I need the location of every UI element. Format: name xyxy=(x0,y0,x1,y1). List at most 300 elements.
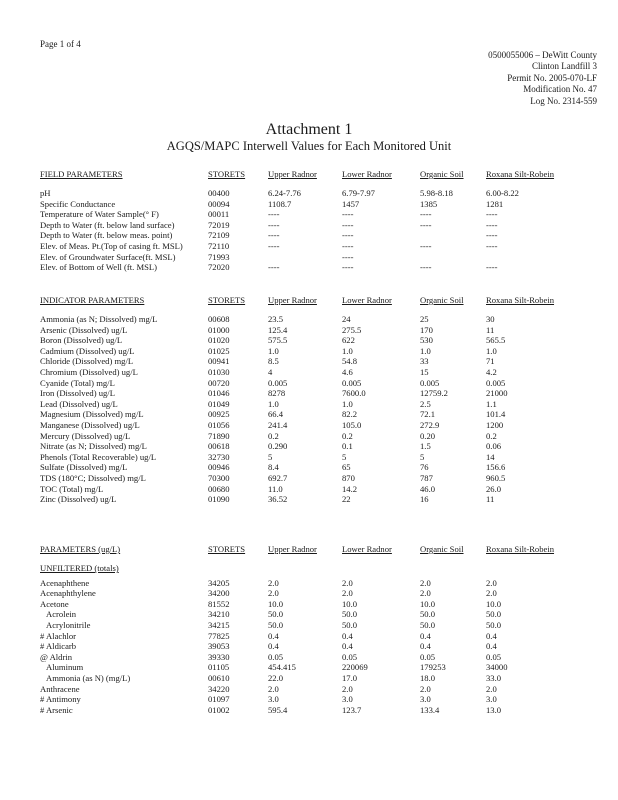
lower-radnor-value: ---- xyxy=(342,209,354,220)
lower-radnor-value: 622 xyxy=(342,335,355,346)
table-row xyxy=(40,378,610,389)
storet-code: 01049 xyxy=(208,398,230,409)
lower-radnor-value: 2.0 xyxy=(342,577,353,588)
upper-radnor-value: ---- xyxy=(268,262,280,273)
table-header-row xyxy=(40,168,610,180)
upper-radnor-value: 595.4 xyxy=(268,704,288,715)
upper-radnor-value: 2.0 xyxy=(268,683,279,694)
table-row xyxy=(40,684,610,695)
organic-soil-value: ---- xyxy=(420,240,432,251)
table-row xyxy=(40,409,610,420)
parameter-name: # Alachlor xyxy=(40,630,77,641)
storet-code: 01046 xyxy=(208,388,230,399)
storet-code: 71993 xyxy=(208,251,230,262)
parameter-name: Iron (Dissolved) ug/L xyxy=(40,388,115,399)
parameter-name: Acenaphthylene xyxy=(40,588,96,599)
parameter-name: Mercury (Dissolved) ug/L xyxy=(40,430,131,441)
storet-code: 34220 xyxy=(208,683,230,694)
table-row xyxy=(40,652,610,663)
lower-radnor-value: 5 xyxy=(342,451,347,462)
organic-soil-value: 12759.2 xyxy=(420,388,448,399)
roxana-silt-value: ---- xyxy=(486,209,498,220)
roxana-silt-value: 0.06 xyxy=(486,441,502,452)
organic-soil-value: 179253 xyxy=(420,662,446,673)
upper-radnor-value: 36.52 xyxy=(268,494,288,505)
parameter-name: Depth to Water (ft. below land surface) xyxy=(40,219,175,230)
parameters-table xyxy=(40,543,610,715)
organic-soil-value: 3.0 xyxy=(420,694,431,705)
parameter-name: Magnesium (Dissolved) mg/L xyxy=(40,409,144,420)
lower-radnor-value: 0.2 xyxy=(342,430,353,441)
roxana-silt-value: 1200 xyxy=(486,419,504,430)
roxana-silt-value: 14 xyxy=(486,451,495,462)
lower-radnor-value: 220069 xyxy=(342,662,368,673)
roxana-silt-value: 1.1 xyxy=(486,398,497,409)
table-row xyxy=(40,694,610,705)
storet-code: 39053 xyxy=(208,641,230,652)
organic-soil-value: 0.05 xyxy=(420,651,436,662)
storet-code: 00610 xyxy=(208,672,230,683)
table-row xyxy=(40,314,610,325)
lower-radnor-value: 870 xyxy=(342,472,355,483)
indicator-parameters-table xyxy=(40,294,610,505)
organic-soil-value: 272.9 xyxy=(420,419,440,430)
upper-radnor-value: ---- xyxy=(268,219,280,230)
upper-radnor-value: 2.0 xyxy=(268,577,279,588)
parameter-name: Aluminum xyxy=(46,662,84,673)
organic-soil-value: 530 xyxy=(420,335,433,346)
organic-soil-value: 33 xyxy=(420,356,429,367)
table-row xyxy=(40,388,610,399)
column-header: Upper Radnor xyxy=(268,544,317,554)
roxana-silt-value: 50.0 xyxy=(486,619,502,630)
storet-code: 01000 xyxy=(208,324,230,335)
parameter-name: Zinc (Dissolved) ug/L xyxy=(40,494,117,505)
storet-code: 39330 xyxy=(208,651,230,662)
table-row xyxy=(40,325,610,336)
parameter-name: Nitrate (as N; Dissolved) mg/L xyxy=(40,441,147,452)
roxana-silt-value: 34000 xyxy=(486,662,508,673)
parameter-name: Specific Conductance xyxy=(40,198,116,209)
parameter-name: Ammonia (as N) (mg/L) xyxy=(46,672,131,683)
lower-radnor-value: 0.4 xyxy=(342,630,353,641)
roxana-silt-value: ---- xyxy=(486,262,498,273)
parameter-name: Ammonia (as N; Dissolved) mg/L xyxy=(40,314,158,324)
column-header: Organic Soil xyxy=(420,169,464,179)
parameter-name: Manganese (Dissolved) ug/L xyxy=(40,419,140,430)
column-header: Lower Radnor xyxy=(342,169,392,179)
roxana-silt-value: 11 xyxy=(486,324,495,335)
table-row xyxy=(40,230,610,241)
organic-soil-value: 25 xyxy=(420,314,429,324)
parameter-name: # Antimony xyxy=(40,694,81,705)
storet-code: 72109 xyxy=(208,230,230,241)
storet-code: 32730 xyxy=(208,451,230,462)
upper-radnor-value: 692.7 xyxy=(268,472,288,483)
lower-radnor-value: ---- xyxy=(342,240,354,251)
roxana-silt-value: 21000 xyxy=(486,388,508,399)
parameter-name: Elev. of Meas. Pt.(Top of casing ft. MSL) xyxy=(40,240,183,251)
storet-code: 01056 xyxy=(208,419,230,430)
parameter-name: # Aldicarb xyxy=(40,641,77,652)
organic-soil-value: 2.5 xyxy=(420,398,431,409)
storet-code: 34210 xyxy=(208,609,230,620)
upper-radnor-value: 23.5 xyxy=(268,314,284,324)
upper-radnor-value: ---- xyxy=(268,240,280,251)
roxana-silt-value: 1281 xyxy=(486,198,504,209)
organic-soil-value: ---- xyxy=(420,262,432,273)
lower-radnor-value: 4.6 xyxy=(342,366,353,377)
lower-radnor-value: ---- xyxy=(342,251,354,262)
table-row xyxy=(40,367,610,378)
roxana-silt-value: 0.05 xyxy=(486,651,502,662)
roxana-silt-value: 13.0 xyxy=(486,704,502,715)
upper-radnor-value: 454.415 xyxy=(268,662,296,673)
table-row xyxy=(40,705,610,716)
table-row xyxy=(40,262,610,273)
upper-radnor-value: ---- xyxy=(268,230,280,241)
parameter-name: TDS (180°C; Dissolved) mg/L xyxy=(40,472,146,483)
header-line: Clinton Landfill 3 xyxy=(532,61,597,72)
table-row xyxy=(40,241,610,252)
column-header: Organic Soil xyxy=(420,544,464,554)
lower-radnor-value: 0.05 xyxy=(342,651,358,662)
storet-code: 72020 xyxy=(208,262,230,273)
roxana-silt-value: 0.2 xyxy=(486,430,497,441)
lower-radnor-value: 65 xyxy=(342,462,351,473)
organic-soil-value: 0.005 xyxy=(420,377,440,388)
lower-radnor-value: 0.005 xyxy=(342,377,362,388)
parameter-name: Chromium (Dissolved) ug/L xyxy=(40,366,138,377)
table-row xyxy=(40,462,610,473)
roxana-silt-value: 101.4 xyxy=(486,409,506,420)
lower-radnor-value: 275.5 xyxy=(342,324,362,335)
storet-code: 00618 xyxy=(208,441,230,452)
upper-radnor-value: 241.4 xyxy=(268,419,288,430)
parameter-name: Depth to Water (ft. below meas. point) xyxy=(40,230,173,241)
table-row xyxy=(40,452,610,463)
storet-code: 00720 xyxy=(208,377,230,388)
storet-code: 00941 xyxy=(208,356,230,367)
storet-code: 01097 xyxy=(208,694,230,705)
storet-code: 34205 xyxy=(208,577,230,588)
upper-radnor-value: 4 xyxy=(268,366,273,377)
upper-radnor-value: 3.0 xyxy=(268,694,279,705)
roxana-silt-value: 2.0 xyxy=(486,577,497,588)
parameter-name: Elev. of Groundwater Surface(ft. MSL) xyxy=(40,251,176,262)
upper-radnor-value: 0.005 xyxy=(268,377,288,388)
lower-radnor-value: 10.0 xyxy=(342,598,358,609)
storet-code: 00400 xyxy=(208,188,230,198)
storet-code: 00608 xyxy=(208,314,230,324)
storet-code: 71890 xyxy=(208,430,230,441)
parameter-name: Acrylonitrile xyxy=(46,619,91,630)
upper-radnor-value: 22.0 xyxy=(268,672,284,683)
table-header-row xyxy=(40,543,610,555)
lower-radnor-value: 1457 xyxy=(342,198,360,209)
lower-radnor-value: ---- xyxy=(342,262,354,273)
storet-code: 00946 xyxy=(208,462,230,473)
roxana-silt-value: 2.0 xyxy=(486,588,497,599)
upper-radnor-value: 1.0 xyxy=(268,398,279,409)
storet-code: 00011 xyxy=(208,209,230,220)
table-row xyxy=(40,662,610,673)
parameter-name: Boron (Dissolved) ug/L xyxy=(40,335,123,346)
lower-radnor-value: 105.0 xyxy=(342,419,362,430)
organic-soil-value: 16 xyxy=(420,494,429,505)
roxana-silt-value: 2.0 xyxy=(486,683,497,694)
table-row xyxy=(40,420,610,431)
column-header: Organic Soil xyxy=(420,295,464,305)
organic-soil-value: 50.0 xyxy=(420,609,436,620)
roxana-silt-value: 6.00-8.22 xyxy=(486,188,519,198)
organic-soil-value: 1385 xyxy=(420,198,438,209)
table-row xyxy=(40,220,610,231)
storet-code: 01002 xyxy=(208,704,230,715)
column-header: Roxana Silt-Robein xyxy=(486,544,555,554)
upper-radnor-value: 0.2 xyxy=(268,430,279,441)
roxana-silt-value: ---- xyxy=(486,240,498,251)
lower-radnor-value: 7600.0 xyxy=(342,388,366,399)
parameter-name: Lead (Dissolved) ug/L xyxy=(40,398,118,409)
table-row xyxy=(40,473,610,484)
roxana-silt-value: 71 xyxy=(486,356,495,367)
roxana-silt-value: 0.4 xyxy=(486,641,497,652)
storet-code: 01020 xyxy=(208,335,230,346)
table-row xyxy=(40,441,610,452)
lower-radnor-value: 123.7 xyxy=(342,704,362,715)
organic-soil-value: 2.0 xyxy=(420,683,431,694)
lower-radnor-value: 1.0 xyxy=(342,398,353,409)
table-row xyxy=(40,588,610,599)
subsection-label: UNFILTERED (totals) xyxy=(40,563,119,573)
column-header: Upper Radnor xyxy=(268,295,317,305)
organic-soil-value: 1.5 xyxy=(420,441,431,452)
table-row xyxy=(40,599,610,610)
parameter-name: Cadmium (Dissolved) ug/L xyxy=(40,345,135,356)
column-header: Lower Radnor xyxy=(342,295,392,305)
column-header: STORETS xyxy=(208,169,246,179)
parameter-name: TOC (Total) mg/L xyxy=(40,483,104,494)
column-header: Upper Radnor xyxy=(268,169,317,179)
organic-soil-value: 18.0 xyxy=(420,672,436,683)
table-row xyxy=(40,673,610,684)
storet-code: 00094 xyxy=(208,198,230,209)
column-header: STORETS xyxy=(208,295,246,305)
upper-radnor-value: 5 xyxy=(268,451,273,462)
upper-radnor-value: 11.0 xyxy=(268,483,283,494)
table-row xyxy=(40,209,610,220)
roxana-silt-value: 156.6 xyxy=(486,462,506,473)
upper-radnor-value: 6.24-7.76 xyxy=(268,188,301,198)
upper-radnor-value: 0.290 xyxy=(268,441,288,452)
organic-soil-value: 72.1 xyxy=(420,409,436,420)
upper-radnor-value: 0.05 xyxy=(268,651,284,662)
organic-soil-value: 76 xyxy=(420,462,429,473)
parameter-name: Chloride (Dissolved) mg/L xyxy=(40,356,134,367)
table-row xyxy=(40,609,610,620)
parameter-name: Acenaphthene xyxy=(40,577,90,588)
lower-radnor-value: 2.0 xyxy=(342,683,353,694)
lower-radnor-value: 3.0 xyxy=(342,694,353,705)
roxana-silt-value: 1.0 xyxy=(486,345,497,356)
organic-soil-value: 1.0 xyxy=(420,345,431,356)
organic-soil-value: 50.0 xyxy=(420,619,436,630)
storet-code: 00680 xyxy=(208,483,230,494)
table-row xyxy=(40,641,610,652)
storet-code: 01105 xyxy=(208,662,230,673)
roxana-silt-value: 0.005 xyxy=(486,377,506,388)
lower-radnor-value: 50.0 xyxy=(342,619,358,630)
storet-code: 72019 xyxy=(208,219,230,230)
lower-radnor-value: 2.0 xyxy=(342,588,353,599)
column-header: Lower Radnor xyxy=(342,544,392,554)
lower-radnor-value: 24 xyxy=(342,314,351,324)
roxana-silt-value: 0.4 xyxy=(486,630,497,641)
table-row xyxy=(40,631,610,642)
table-row xyxy=(40,620,610,631)
table-row xyxy=(40,484,610,495)
parameter-name: Phenols (Total Recoverable) ug/L xyxy=(40,451,157,462)
organic-soil-value: 46.0 xyxy=(420,483,436,494)
upper-radnor-value: 50.0 xyxy=(268,619,284,630)
roxana-silt-value: 11 xyxy=(486,494,495,505)
roxana-silt-value: 33.0 xyxy=(486,672,502,683)
lower-radnor-value: 14.2 xyxy=(342,483,358,494)
lower-radnor-value: 50.0 xyxy=(342,609,358,620)
organic-soil-value: 0.4 xyxy=(420,641,431,652)
roxana-silt-value: 50.0 xyxy=(486,609,502,620)
storet-code: 70300 xyxy=(208,472,230,483)
upper-radnor-value: 8.4 xyxy=(268,462,279,473)
organic-soil-value: 0.4 xyxy=(420,630,431,641)
column-header: INDICATOR PARAMETERS xyxy=(40,295,145,305)
organic-soil-value: 0.20 xyxy=(420,430,436,441)
upper-radnor-value: 0.4 xyxy=(268,641,279,652)
column-header: FIELD PARAMETERS xyxy=(40,169,123,179)
parameter-name: Temperature of Water Sample(° F) xyxy=(40,209,159,220)
roxana-silt-value: 10.0 xyxy=(486,598,502,609)
organic-soil-value: 2.0 xyxy=(420,588,431,599)
table-row xyxy=(40,356,610,367)
storet-code: 01025 xyxy=(208,345,230,356)
storet-code: 81552 xyxy=(208,598,230,609)
header-line: 0500055006 – DeWitt County xyxy=(488,50,597,60)
lower-radnor-value: 54.8 xyxy=(342,356,358,367)
upper-radnor-value: 0.4 xyxy=(268,630,279,641)
lower-radnor-value: 0.1 xyxy=(342,441,353,452)
field-parameters-table xyxy=(40,168,610,273)
upper-radnor-value: 8.5 xyxy=(268,356,279,367)
roxana-silt-value: ---- xyxy=(486,219,498,230)
table-row xyxy=(40,346,610,357)
page-number: Page 1 of 4 xyxy=(40,39,81,49)
document-subtitle: AGQS/MAPC Interwell Values for Each Monitored Unit xyxy=(166,139,452,153)
table-row xyxy=(40,431,610,442)
roxana-silt-value: 26.0 xyxy=(486,483,502,494)
storet-code: 01030 xyxy=(208,366,230,377)
roxana-silt-value: 4.2 xyxy=(486,366,497,377)
upper-radnor-value: 10.0 xyxy=(268,598,284,609)
upper-radnor-value: 1.0 xyxy=(268,345,279,356)
document-title: Attachment 1 xyxy=(265,121,353,138)
lower-radnor-value: ---- xyxy=(342,219,354,230)
permit-header xyxy=(488,50,597,107)
lower-radnor-value: 6.79-7.97 xyxy=(342,188,375,198)
table-row xyxy=(40,578,610,589)
column-header: Roxana Silt-Robein xyxy=(486,295,555,305)
organic-soil-value: 787 xyxy=(420,472,433,483)
lower-radnor-value: 82.2 xyxy=(342,409,358,420)
parameter-name: @ Aldrin xyxy=(40,651,73,662)
table-row xyxy=(40,252,610,263)
lower-radnor-value: 17.0 xyxy=(342,672,358,683)
column-header: PARAMETERS (ug/L) xyxy=(40,544,121,554)
upper-radnor-value: 2.0 xyxy=(268,588,279,599)
storet-code: 34200 xyxy=(208,588,230,599)
organic-soil-value: 2.0 xyxy=(420,577,431,588)
upper-radnor-value: 8278 xyxy=(268,388,286,399)
lower-radnor-value: 1.0 xyxy=(342,345,353,356)
header-line: Permit No. 2005-070-LF xyxy=(507,72,597,83)
roxana-silt-value: 3.0 xyxy=(486,694,497,705)
parameter-name: Cyanide (Total) mg/L xyxy=(40,377,115,388)
upper-radnor-value: 1108.7 xyxy=(268,198,292,209)
table-row xyxy=(40,188,610,199)
upper-radnor-value: 575.5 xyxy=(268,335,288,346)
roxana-silt-value: 960.5 xyxy=(486,472,506,483)
table-row xyxy=(40,335,610,346)
upper-radnor-value: 50.0 xyxy=(268,609,284,620)
lower-radnor-value: 0.4 xyxy=(342,641,353,652)
header-line: Log No. 2314-559 xyxy=(530,95,597,106)
roxana-silt-value: ---- xyxy=(486,230,498,241)
parameter-name: Arsenic (Dissolved) ug/L xyxy=(40,324,128,335)
roxana-silt-value: 565.5 xyxy=(486,335,506,346)
parameter-name: Anthracene xyxy=(40,683,80,694)
parameter-name: pH xyxy=(40,188,51,198)
table-row xyxy=(40,199,610,210)
column-header: Roxana Silt-Robein xyxy=(486,169,555,179)
roxana-silt-value: 30 xyxy=(486,314,495,324)
storet-code: 72110 xyxy=(208,240,230,251)
organic-soil-value: ---- xyxy=(420,209,432,220)
organic-soil-value: ---- xyxy=(420,219,432,230)
organic-soil-value: 15 xyxy=(420,366,429,377)
organic-soil-value: 5 xyxy=(420,451,425,462)
organic-soil-value: 10.0 xyxy=(420,598,436,609)
storet-code: 01090 xyxy=(208,494,230,505)
table-header-row xyxy=(40,294,610,306)
lower-radnor-value: 22 xyxy=(342,494,351,505)
parameter-name: Sulfate (Dissolved) mg/L xyxy=(40,462,128,473)
lower-radnor-value: ---- xyxy=(342,230,354,241)
upper-radnor-value: 125.4 xyxy=(268,324,288,335)
upper-radnor-value: ---- xyxy=(268,209,280,220)
organic-soil-value: 5.98-8.18 xyxy=(420,188,453,198)
table-row xyxy=(40,494,610,505)
organic-soil-value: 170 xyxy=(420,324,433,335)
parameter-name: Elev. of Bottom of Well (ft. MSL) xyxy=(40,262,157,273)
organic-soil-value: 133.4 xyxy=(420,704,440,715)
column-header: STORETS xyxy=(208,544,246,554)
parameter-name: Acrolein xyxy=(46,609,77,620)
storet-code: 77825 xyxy=(208,630,230,641)
storet-code: 34215 xyxy=(208,619,230,630)
table-row xyxy=(40,399,610,410)
header-line: Modification No. 47 xyxy=(523,84,597,95)
parameter-name: # Arsenic xyxy=(40,704,73,715)
